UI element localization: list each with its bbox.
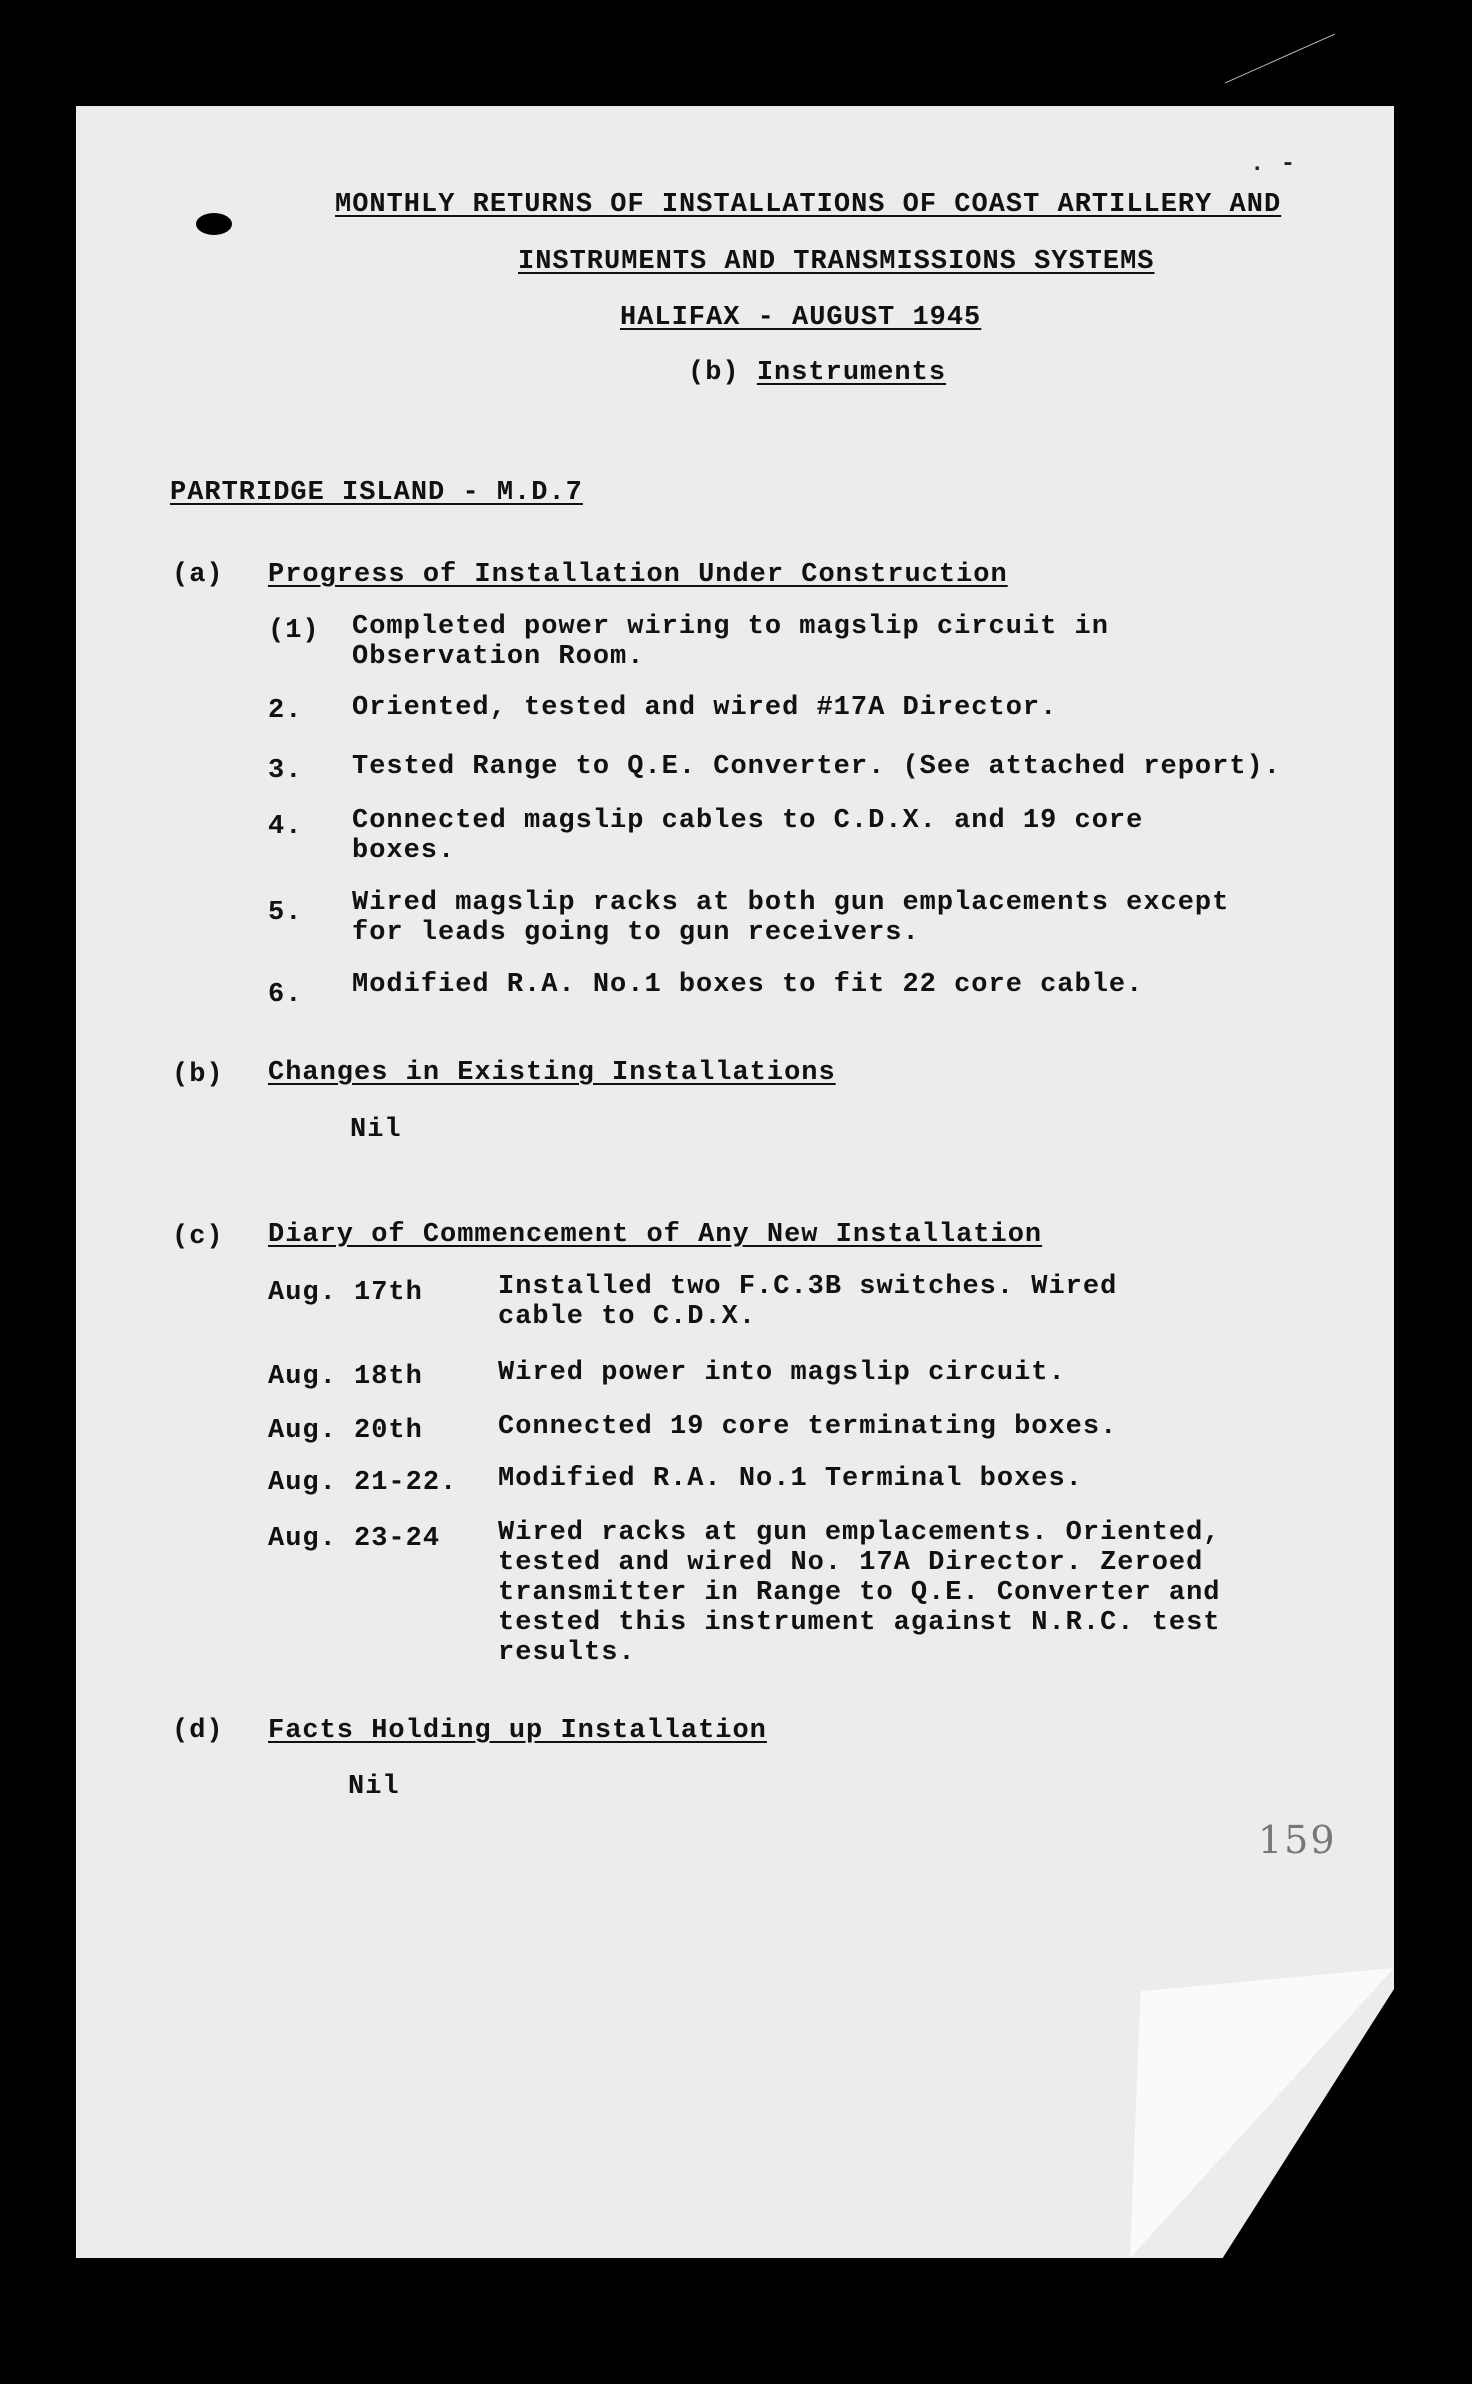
section-d-label: (d) [172,1716,224,1746]
item-1-line-1: Completed power wiring to magslip circuit in [352,612,1109,642]
section-b-label: (b) [172,1060,224,1090]
item-4-number: 4. [268,812,303,842]
diary-entry-2-line-1: Wired power into magslip circuit. [498,1358,1066,1388]
item-5-line-2: for leads going to gun receivers. [352,918,920,948]
item-6-line-1: Modified R.A. No.1 boxes to fit 22 core cable. [352,970,1144,1000]
item-1-number: (1) [268,616,320,646]
corner-marks: . - [1250,151,1297,178]
diary-entry-3-line-1: Connected 19 core terminating boxes. [498,1412,1118,1442]
diary-entry-1-line-2: cable to C.D.X. [498,1302,757,1332]
item-5-line-1: Wired magslip racks at both gun emplacements except [352,888,1230,918]
section-a-label: (a) [172,560,224,590]
header-line-1: MONTHLY RETURNS OF INSTALLATIONS OF COAST ARTILLERY AND [335,190,1282,220]
header-line-2: INSTRUMENTS AND TRANSMISSIONS SYSTEMS [518,247,1155,277]
scan-hairline [1225,34,1335,84]
diary-entry-5-line-4: tested this instrument against N.R.C. test [498,1608,1221,1638]
item-4-line-1: Connected magslip cables to C.D.X. and 19 core [352,806,1144,836]
diary-entry-1-line-1: Installed two F.C.3B switches. Wired [498,1272,1118,1302]
diary-date-2: Aug. 18th [268,1362,423,1392]
item-4-line-2: boxes. [352,836,456,866]
diary-date-3: Aug. 20th [268,1416,423,1446]
item-5-number: 5. [268,898,303,928]
section-c-label: (c) [172,1222,224,1252]
diary-entry-5-line-1: Wired racks at gun emplacements. Oriented, [498,1518,1221,1548]
item-2-number: 2. [268,696,303,726]
section-d-title: Facts Holding up Installation [268,1716,767,1746]
diary-entry-5-line-5: results. [498,1638,636,1668]
page-number: 159 [1258,1818,1337,1862]
diary-date-1: Aug. 17th [268,1278,423,1308]
item-6-number: 6. [268,980,303,1010]
diary-date-5: Aug. 23-24 [268,1524,441,1554]
ink-blot [196,213,232,235]
header-line-4-prefix: (b) [688,358,740,388]
section-b-title: Changes in Existing Installations [268,1058,836,1088]
item-3-line-1: Tested Range to Q.E. Converter. (See attached report). [352,752,1281,782]
diary-entry-5-line-3: transmitter in Range to Q.E. Converter and [498,1578,1221,1608]
document-page [76,106,1394,2258]
diary-entry-5-line-2: tested and wired No. 17A Director. Zeroed [498,1548,1204,1578]
section-d-value: Nil [348,1772,400,1802]
header-line-3: HALIFAX - AUGUST 1945 [620,303,982,333]
diary-date-4: Aug. 21-22. [268,1468,458,1498]
item-3-number: 3. [268,756,303,786]
item-2-line-1: Oriented, tested and wired #17A Director. [352,693,1058,723]
item-1-line-2: Observation Room. [352,642,645,672]
header-line-4 [688,358,946,388]
section-b-value: Nil [350,1115,402,1145]
location-heading: PARTRIDGE ISLAND - M.D.7 [170,478,583,508]
diary-entry-4-line-1: Modified R.A. No.1 Terminal boxes. [498,1464,1083,1494]
header-line-4-title: Instruments [756,358,947,388]
section-c-title: Diary of Commencement of Any New Installation [268,1220,1043,1250]
section-a-title: Progress of Installation Under Construction [268,560,1008,590]
